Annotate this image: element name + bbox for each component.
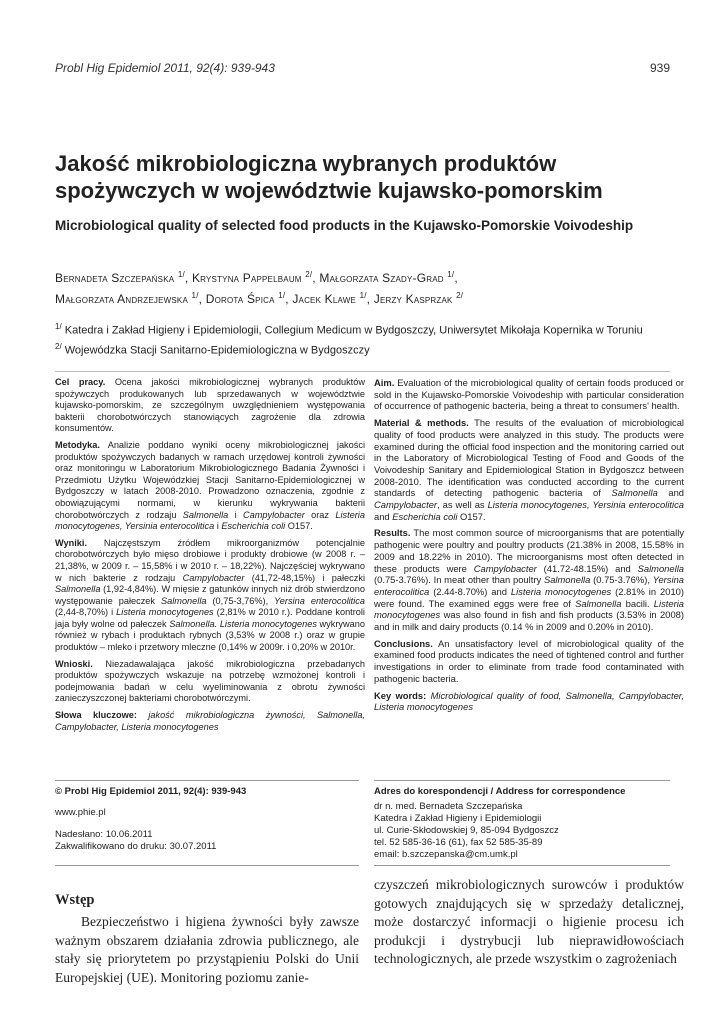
section-text: (2.81% in 2010) were found. The examined eggs were free of xyxy=(374,585,685,609)
keywords-text: Microbiological quality of food, Salmonella, Campylobacter, Listeria monocytogenes xyxy=(374,689,684,713)
section-label: Metodyka. xyxy=(55,439,100,450)
species-name: Listeria monocytogenes xyxy=(374,597,685,621)
section-label: Aim. xyxy=(374,377,395,388)
correspondence-title: Adres do korespondencji / Address for correspondence xyxy=(374,786,626,797)
correspondence-line: ul. Curie-Skłodowskiej 9, 85-094 Bydgoszcz xyxy=(374,825,559,836)
section-text: Evaluation of the microbiological quality of certain foods produced or sold in the Kujawsko-Pomorskie Voivodeship with particular consideration of occurrence of pathogenic bacteria, being a threat to consumers' health. xyxy=(374,377,685,412)
section-text: Niezadawalająca jakość mikrobiologiczna przebadanych produktów spożywczych wskazuje na potrzebę wzmożonej kontroli i podejmowania badań w celu wyeliminowania z obrotu żywności zanieczyszczonej bakteriami chorobotwórczymi. xyxy=(55,658,365,704)
section-text: and xyxy=(374,510,390,522)
section-text: i xyxy=(234,509,237,520)
species-name: Salmonella xyxy=(182,509,229,520)
species-name: Listeria monocytogenes xyxy=(116,607,214,618)
species-name: Listeria monocytogenes, Yersinia enterocolitica xyxy=(55,509,365,532)
received-date: Nadesłano: 10.06.2011 xyxy=(55,829,153,840)
abstract-conclusions xyxy=(55,659,365,705)
divider xyxy=(55,371,670,372)
author-affiliation-mark: 1/ xyxy=(447,270,455,279)
author-name: Jacek Klawe xyxy=(292,292,357,306)
species-name: Campylobacter xyxy=(182,572,245,583)
correspondence-line: Katedra i Zakład Higieny i Epidemiologii xyxy=(374,813,542,824)
affiliation-text: Katedra i Zakład Higieny i Epidemiologii, Collegium Medicum w Bydgoszczy, Uniwersytet Mikołaja Kopernika w Toruniu xyxy=(64,324,643,337)
keywords xyxy=(374,690,684,713)
section-text: (0,75-3,76%), xyxy=(212,595,269,606)
section-label: Conclusions. xyxy=(374,637,433,649)
species-name: Campylobacter xyxy=(374,499,438,511)
species-name: Yersina enterocolitica xyxy=(274,595,365,606)
correspondence-line: dr n. med. Bernadeta Szczepańska xyxy=(374,801,523,812)
section-text: and xyxy=(668,487,685,499)
species-name: Listeria monocytogenes, Yersinia enterocolitica xyxy=(487,499,685,511)
author-name: Krystyna Pappelbaum xyxy=(191,271,302,285)
author-name: Dorota Śpica xyxy=(205,292,275,306)
section-text: Najczęstszym źródłem mikroorganizmów potencjalnie chorobotwórczych było mięso drobiowe i produkty drobiowe (w 2008 r. – 21,38%, w 2009 r. – 15,58% i w 2010 r. – 18,22%). Najczęściej wykrywano w nich bakterie z rodzaju xyxy=(55,537,365,583)
section-text: was also found in fish and fish products (3.53% in 2008) and in milk and dairy products (0.14 % in 2009 and 0.20% in 2010). xyxy=(374,609,684,633)
copyright-line: © Probl Hig Epidemiol 2011, 92(4): 939-943 xyxy=(55,786,247,797)
species-name: Salmonella xyxy=(161,595,207,606)
species-name: Yersina enterocolitica xyxy=(374,574,685,597)
journal-header: Probl Hig Epidemiol 2011, 92(4): 939-943 xyxy=(55,61,275,75)
affiliations xyxy=(55,319,695,358)
section-text: (41.72-48.15%) and xyxy=(543,562,631,574)
section-text: Ocena jakości mikrobiologicznej wybranych produktów spożywczych produkowanych lub sprzedawanych w województwie kujawsko-pomorskim, ze szczególnym uwzględnieniem występowania bakterii chorobotwórczych stanowiących zagrożenie dla zdrowia konsumentów. xyxy=(55,377,365,434)
species-name: Escherichia coli xyxy=(221,521,286,532)
section-text: oraz xyxy=(311,509,329,520)
section-text: Analizie poddano wyniki oceny mikrobiologicznej jakości produktów spożywczych badanych w ramach urzędowej kontroli żywności oraz monitoringu w Laboratorium Mikrobiologicznego Badania Żywności i Przedmiotu Użytku Wojewódzkiej Stacji Sanitarno-Epidemiologicznej w Bydgoszczy w latach 2008-2010. Prowadzono oznaczenia, zgodnie z obowiązującymi normami, w kierunku wykrywania bakterii chorobotwórczych z rodzaju xyxy=(55,439,365,520)
affiliation-mark: 2/ xyxy=(55,341,62,351)
section-text: (2,44-8,70%) i xyxy=(55,607,114,618)
species-name: Salmonella xyxy=(637,562,684,574)
section-label: Wnioski. xyxy=(55,658,93,669)
species-name: Salmonella xyxy=(611,487,658,499)
section-text: The most common source of microorganisms that are potentially pathogenic were poultry and poultry products (21.38% in 2008, 15.58% in 2009 and 18.22% in 2010). The microorganisms most often detected in these products were xyxy=(374,527,685,574)
species-name: Salmonella xyxy=(55,584,101,595)
divider xyxy=(55,780,359,781)
species-name: Escherichia coli xyxy=(392,510,458,522)
section-text: (1,92-4,84%). W mięsie z gatunków innych niż drób stwierdzono występowanie pałeczek xyxy=(55,584,365,606)
keywords xyxy=(55,710,365,733)
author-name: Małgorzata Andrzejewska xyxy=(55,292,188,306)
page-number: 939 xyxy=(649,61,670,75)
species-name: Listeria monocytogenes xyxy=(510,585,612,597)
species-name: Campylobacter xyxy=(242,509,305,520)
section-label: Wyniki. xyxy=(55,537,87,548)
paper-title: Jakość mikrobiologiczna wybranych produktów spożywczych w województwie kujawsko-pomorskim xyxy=(55,151,603,203)
abstract-methods xyxy=(374,417,684,522)
affiliation-mark: 1/ xyxy=(55,322,62,331)
paper-subtitle: Microbiological quality of selected food products in the Kujawsko-Pomorskie Voivodeship xyxy=(55,218,634,233)
author-affiliation-mark: 1/ xyxy=(177,270,185,279)
keywords-text: jakość mikrobiologiczna żywności, Salmonella, Campylobacter, Listeria monocytogenes xyxy=(55,710,365,732)
section-text: (2.44-8.70%) and xyxy=(433,585,507,597)
author-affiliation-mark: 2/ xyxy=(305,270,313,279)
species-name: Campylobacter xyxy=(473,562,537,574)
section-text: (0.75-3.76%). In meat other than poultry xyxy=(374,574,542,586)
species-name: Salmonella xyxy=(575,597,622,609)
body-text-left: Bezpieczeństwo i higiena żywności były zawsze ważnym obszarem działania zdrowia publicznego, ale stały się priorytetem po przystąpieniu Polski do Unii Europejskiej (UE). Monitoring poziomu zanie- xyxy=(55,914,359,985)
body-text-right: czyszczeń mikrobiologicznych surowców i produktów gotowych znajdujących się w sprzedaży detalicznej, może dostarczyć informacji o higienie procesu ich produkcji i dystrybucji lub nieprawidłowościach technologicznych, ale przede wszystkim o zagrożeniach xyxy=(374,877,684,967)
abstract-conclusions xyxy=(374,638,684,685)
accepted-date: Zakwalifikowano do druku: 30.07.2011 xyxy=(55,841,217,852)
section-text: , as well as xyxy=(437,499,485,511)
abstract-results xyxy=(55,538,365,654)
section-text: i xyxy=(216,521,219,532)
correspondence-address xyxy=(374,801,559,861)
author-list: Bernadeta Szczepańska $^{1/}$, Krystyna Pappelbaum $^{2/}$, Małgorzata Szady-Grad $^{1/}$, Małgorzata Andrzejewska $^{1/}$, Dorota Śpica $^{1/}$, Jacek Klawe $^{1/}$, Jerzy Kasprzak $^{2/}$ xyxy=(55,270,464,306)
author-name: Jerzy Kasprzak xyxy=(373,292,453,306)
author-name: Małgorzata Szady-Grad xyxy=(319,271,444,285)
divider xyxy=(374,865,670,866)
species-name: Salmonella xyxy=(543,574,591,586)
author-affiliation-mark: 1/ xyxy=(191,291,199,300)
section-text: (0.75-3.76%), xyxy=(593,574,650,586)
affiliation-2 xyxy=(55,339,695,359)
section-label: Cel pracy. xyxy=(55,377,106,387)
section-label: Material & methods. xyxy=(374,417,469,429)
keywords-label: Słowa kluczowe: xyxy=(55,710,137,721)
affiliation-1 xyxy=(55,319,695,339)
section-heading: Wstęp xyxy=(55,892,95,908)
abstract-methods xyxy=(55,440,365,533)
author-affiliation-mark: 1/ xyxy=(359,291,367,300)
section-text: (2,81% w 2010 r.). Poddane kontroli jaja były wolne od pałeczek xyxy=(55,607,365,629)
keywords-label: Key words: xyxy=(374,689,427,701)
abstract-results xyxy=(374,527,684,632)
section-text: An unsatisfactory level of microbiological quality of the examined food products indicates the need of tightened control and further investigations in order to eliminate from trade food contaminated with pathogenic bacteria. xyxy=(374,637,685,684)
abstract-english xyxy=(374,377,684,718)
section-text: The results of the evaluation of microbiological quality of food products were analyzed in this study. The products were examined during the official food inspection and the monitoring carried out in the Laboratory of Microbiological Testing of Food and Goods of the Voivodeship Sanitary and Epidemiological Station in Bydgoszcz between 2008-2010. The identification was conducted according to the current standards of detecting pathogenic bacteria of xyxy=(374,417,685,499)
correspondence-line: tel. 52 585-36-16 (61), fax 52 585-35-89 xyxy=(374,837,543,848)
abstract-polish xyxy=(55,377,365,738)
abstract-aim xyxy=(55,377,365,435)
species-name: Salmonella. Listeria monocytogenes xyxy=(169,618,317,629)
divider xyxy=(374,780,670,781)
divider xyxy=(55,865,359,866)
journal-website-link[interactable]: www.phie.pl xyxy=(55,807,106,818)
section-text: wykrywano również w rybach i produktach rybnych (3,53% w 2008 r.) oraz w grupie produktów – mleko i przetwory mleczne (0,14% w 2009r. i 0,20% w 2010r. xyxy=(55,618,365,653)
abstract-aim xyxy=(374,377,684,412)
section-text: O157. xyxy=(287,521,313,532)
section-text: (41,72-48,15%) i pałeczki xyxy=(251,572,365,583)
section-text: O157. xyxy=(460,510,486,522)
section-text: bacili. xyxy=(625,597,650,609)
author-name: Bernadeta Szczepańska xyxy=(55,271,175,285)
section-label: Results. xyxy=(374,527,411,539)
author-affiliation-mark: 1/ xyxy=(278,291,286,300)
correspondence-email-link[interactable]: email: b.szczepanska@cm.umk.pl xyxy=(374,849,518,860)
affiliation-text: Wojewódzka Stacji Sanitarno-Epidemiologiczna w Bydgoszczy xyxy=(64,344,370,357)
author-affiliation-mark: 2/ xyxy=(456,291,464,300)
